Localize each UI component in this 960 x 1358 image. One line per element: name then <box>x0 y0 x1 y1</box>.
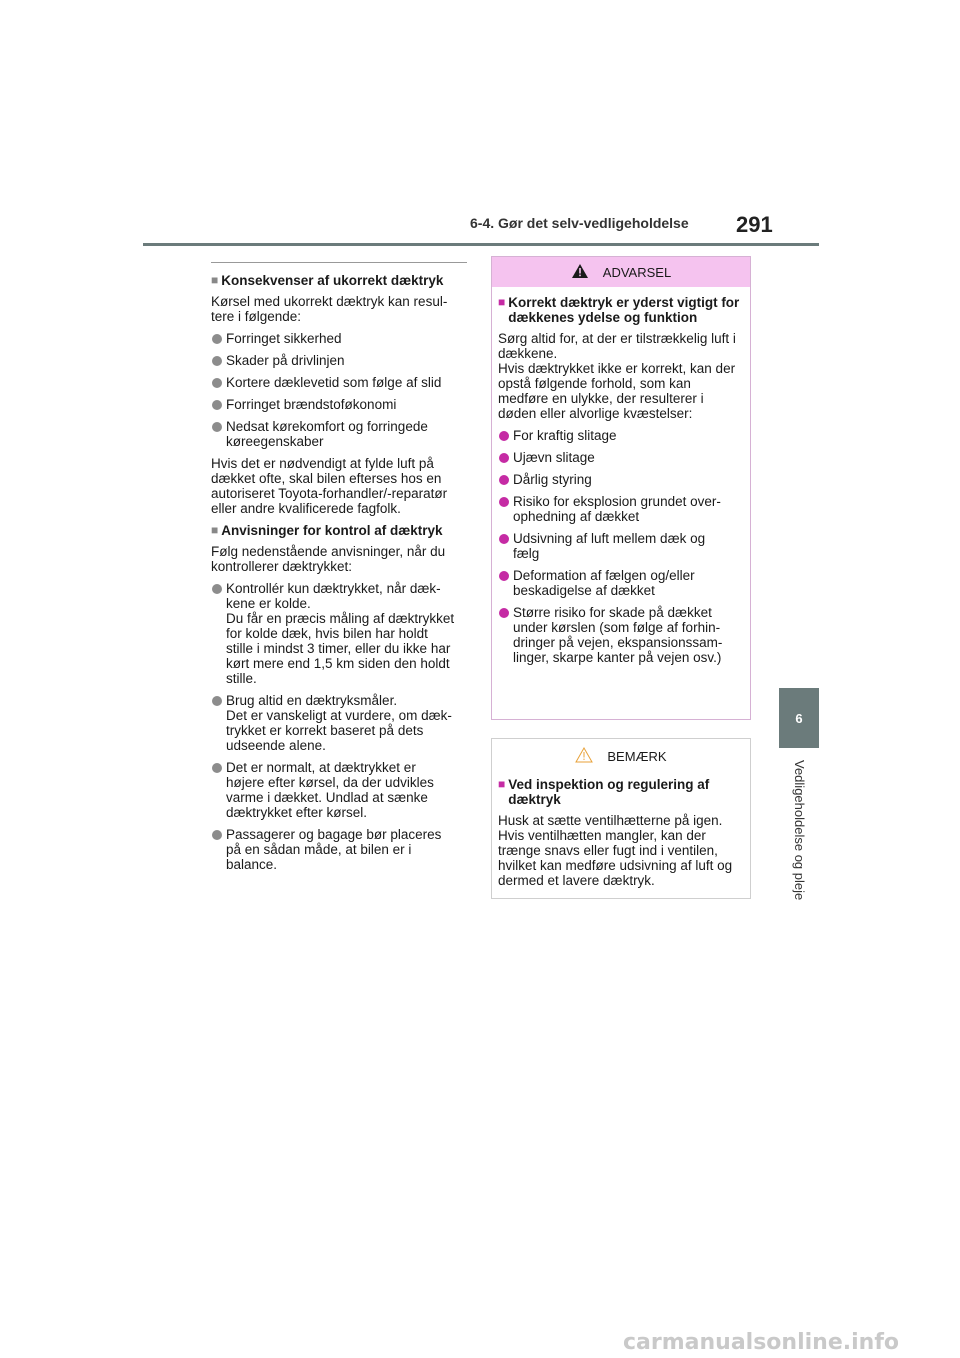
watermark: carmanualsonline.info <box>623 1330 899 1355</box>
square-bullet-icon: ■ <box>498 295 506 309</box>
bullet-item <box>498 450 744 465</box>
bullet-text: Brug altid en dæktryksmåler. Det er vanskeligt at vurdere, om dæk- trykket er korrekt baseret på dets udseende alene. <box>226 693 452 753</box>
paragraph: Hvis det er nødvendigt at fylde luft på dækket ofte, skal bilen efterses hos en autoriseret Toyota-forhandler/-reparatør eller andre kvalificerede fagfolk. <box>211 456 448 516</box>
left-column <box>211 262 467 879</box>
bullet-dot-icon <box>499 475 509 485</box>
note-header <box>492 741 750 771</box>
bullet-item <box>211 581 467 686</box>
note-title: BEMÆRK <box>607 748 667 764</box>
bullet-dot-icon <box>212 356 222 366</box>
paragraph: Husk at sætte ventilhætterne på igen. Hvis ventilhætten mangler, kan der trænge snavs eller fugt ind i ventilen, hvilket kan medføre udsivning af luft og dermed et lavere dæktryk. <box>498 813 733 888</box>
section-heading <box>211 273 467 288</box>
bullet-text: Skader på drivlinjen <box>226 353 345 368</box>
heading-text: Anvisninger for kontrol af dæktryk <box>221 523 443 538</box>
heading-text: Ved inspektion og regulering af dæktryk <box>508 777 710 807</box>
heading-text: Konsekvenser af ukorrekt dæktryk <box>221 273 444 288</box>
bullet-item <box>498 428 744 443</box>
bullet-text: Forringet sikkerhed <box>226 331 342 346</box>
bullet-text: Det er normalt, at dæktrykket er højere efter kørsel, da der udvikles varme i dækket. Undlad at sænke dæktrykket efter kørsel. <box>226 760 434 820</box>
paragraph: Sørg altid for, at der er tilstrækkelig luft i dækkene. Hvis dæktrykket ikke er korrekt, kan der opstå følgende forhold, som kan medføre en ulykke, der resulterer i døden eller alvorlige kvæstelser: <box>498 331 736 421</box>
bullet-item <box>211 419 467 449</box>
bullet-text: For kraftig slitage <box>513 428 617 443</box>
bullet-item <box>211 331 467 346</box>
bullet-text: Passagerer og bagage bør placeres på en sådan måde, at bilen er i balance. <box>226 827 442 872</box>
bullet-dot-icon <box>499 534 509 544</box>
bullet-text: Forringet brændstoføkonomi <box>226 397 397 412</box>
section-title: 6-4. Gør det selv-vedligeholdelse <box>470 215 689 231</box>
section-heading <box>211 523 467 538</box>
note-body <box>492 771 750 888</box>
bullet-item <box>211 693 467 753</box>
bullet-text: Dårlig styring <box>513 472 592 487</box>
chapter-label: Vedligeholdelse og pleje <box>792 760 807 901</box>
caution-triangle-icon <box>575 747 593 766</box>
paragraph: Følg nedenstående anvisninger, når du kontrollerer dæktrykket: <box>211 544 446 574</box>
header-rule <box>143 243 819 246</box>
bullet-dot-icon <box>499 571 509 581</box>
square-bullet-icon: ■ <box>211 273 219 287</box>
warning-triangle-icon <box>571 263 589 282</box>
bullet-dot-icon <box>212 400 222 410</box>
warning-title: ADVARSEL <box>602 264 672 280</box>
bullet-item <box>211 760 467 820</box>
page-number: 291 <box>736 212 773 237</box>
square-bullet-icon: ■ <box>498 777 506 791</box>
warning-box <box>491 256 751 720</box>
bullet-item <box>498 568 744 598</box>
paragraph: Kørsel med ukorrekt dæktryk kan resul-tere i følgende: <box>211 294 448 324</box>
bullet-item <box>498 531 744 561</box>
bullet-item <box>211 353 467 368</box>
bullet-text: Ujævn slitage <box>513 450 595 465</box>
chapter-tab: 6 <box>779 688 819 748</box>
bullet-item <box>211 375 467 390</box>
bullet-text: Kortere dæklevetid som følge af slid <box>226 375 442 390</box>
bullet-item <box>498 605 744 665</box>
bullet-dot-icon <box>212 422 222 432</box>
bullet-dot-icon <box>212 763 222 773</box>
bullet-dot-icon <box>212 584 222 594</box>
bullet-text: Risiko for eksplosion grundet over- ophedning af dækket <box>513 494 721 524</box>
bullet-item <box>498 472 744 487</box>
bullet-text: Deformation af fælgen og/eller beskadigelse af dækket <box>513 568 695 598</box>
note-box <box>491 738 751 899</box>
bullet-item <box>211 397 467 412</box>
bullet-text: Større risiko for skade på dækket under kørslen (som følge af forhin- dringer på vejen, ekspansionssam- linger, skarpe kanter på vejen osv.) <box>513 605 723 665</box>
bullet-text: Nedsat kørekomfort og forringede køreegenskaber <box>226 419 428 449</box>
section-heading <box>498 295 744 325</box>
warning-header <box>492 257 750 287</box>
bullet-dot-icon <box>499 497 509 507</box>
bullet-dot-icon <box>212 334 222 344</box>
warning-body <box>492 287 750 665</box>
bullet-text: Udsivning af luft mellem dæk og fælg <box>513 531 706 561</box>
bullet-dot-icon <box>212 378 222 388</box>
bullet-dot-icon <box>499 453 509 463</box>
bullet-dot-icon <box>212 830 222 840</box>
bullet-text: Kontrollér kun dæktrykket, når dæk- kene er kolde. Du får en præcis måling af dæktrykket for kolde dæk, hvis bilen har holdt stille i mindst 3 timer, eller du ikke har kørt mere end 1,5 km siden den holdt stille. <box>226 581 455 686</box>
bullet-dot-icon <box>212 696 222 706</box>
left-rule <box>211 262 467 263</box>
section-heading <box>498 777 744 807</box>
square-bullet-icon: ■ <box>211 523 219 537</box>
bullet-dot-icon <box>499 608 509 618</box>
bullet-dot-icon <box>499 431 509 441</box>
bullet-item <box>498 494 744 524</box>
heading-text: Korrekt dæktryk er yderst vigtigt for dækkenes ydelse og funktion <box>508 295 740 325</box>
bullet-item <box>211 827 467 872</box>
